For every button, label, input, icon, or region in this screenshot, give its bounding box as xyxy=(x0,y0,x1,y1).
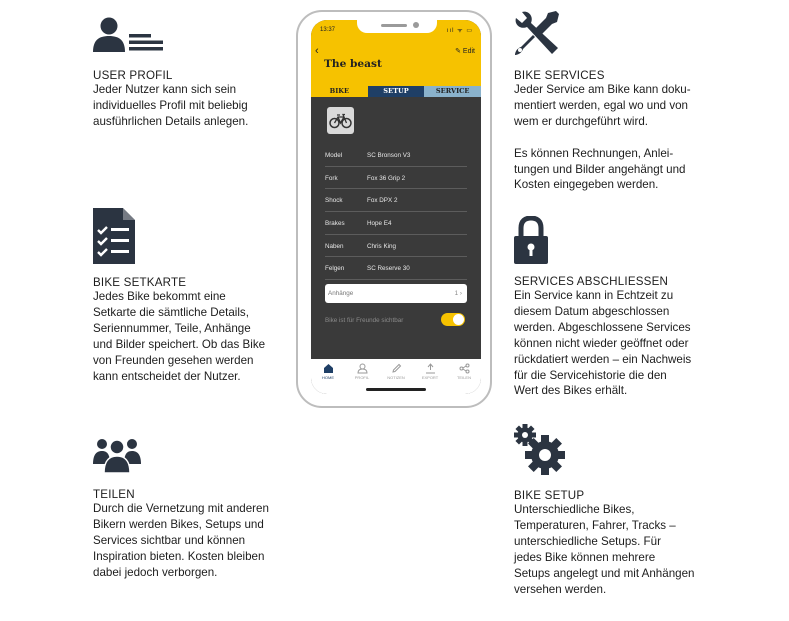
feature-title: BIKE SETKARTE xyxy=(93,276,187,289)
feature-title: USER PROFIL xyxy=(93,69,173,82)
user-list-icon xyxy=(93,14,165,54)
feature-text: Unterschiedliche Bikes, Temperaturen, Fahrer, Tracks – unterschiedliche Setups. Für jedes Bike können mehrere Setups angelegt und mit Anhängen versehen werden. xyxy=(514,503,695,596)
speaker xyxy=(381,24,407,27)
spec-value: Hope E4 xyxy=(367,220,392,228)
feature-text: Jeder Service am Bike kann doku- mentiert werden, egal wo und von wem er durchgeführt wird. Es können Rechnungen, Anlei- tungen und Bilder angehängt und Kosten eingegeben werden. xyxy=(514,83,691,192)
tab-service[interactable]: SERVICE xyxy=(424,86,481,97)
attachments-row[interactable] xyxy=(325,284,467,303)
lock-icon xyxy=(514,216,548,264)
visibility-label: Bike ist für Freunde sichtbar xyxy=(325,317,404,324)
feature-text: Jedes Bike bekommt eine Setkarte die sämtliche Details, Seriennummer, Teile, Anhänge und Bilder speichert. Ob das Bike von Freunden gesehen werden kann entscheidet der Nutzer. xyxy=(93,290,266,383)
setup-panel xyxy=(311,97,481,359)
spec-row xyxy=(325,257,467,280)
spec-value: SC Bronson V3 xyxy=(367,152,411,159)
spec-key: Brakes xyxy=(325,220,345,228)
tools-icon xyxy=(514,10,560,56)
profile-icon xyxy=(357,363,368,374)
spec-key: Felgen xyxy=(325,265,345,273)
share-icon xyxy=(459,363,470,374)
toggle-knob xyxy=(453,314,464,325)
feature-text: Durch die Vernetzung mit anderen Bikern werden Bikes, Setups und Services sichtbar und können Inspiration bieten. Kosten bleiben dabei jedoch verborgen. xyxy=(93,502,269,579)
attachments-label: Anhänge xyxy=(328,290,354,297)
visibility-toggle[interactable] xyxy=(441,313,465,326)
nav-export[interactable] xyxy=(413,363,447,380)
tab-setup[interactable]: SETUP xyxy=(368,86,425,97)
group-icon xyxy=(93,432,141,474)
edit-button[interactable]: ✎ Edit xyxy=(455,48,475,55)
tab-bike[interactable]: BIKE xyxy=(311,86,368,97)
checklist-icon xyxy=(93,208,135,264)
spec-list xyxy=(325,144,467,280)
nav-notizen[interactable] xyxy=(379,363,413,380)
spec-key: Shock xyxy=(325,197,343,205)
feature-title: BIKE SETUP xyxy=(514,489,585,502)
spec-key: Model xyxy=(325,152,343,159)
bike-title: The beast xyxy=(324,58,382,70)
nav-label: NOTIZEN xyxy=(387,375,405,380)
status-time: 13:37 xyxy=(320,27,336,33)
nav-label: EXPORT xyxy=(421,375,439,380)
status-icons: ııl ᯤ ▭ xyxy=(446,28,473,34)
nav-label: PROFIL xyxy=(354,375,370,380)
spec-value: Fox 36 Grip 2 xyxy=(367,174,406,182)
spec-row xyxy=(325,235,467,258)
feature-text: Ein Service kann in Echtzeit zu diesem Datum abgeschlossen werden. Abgeschlossene Services können nicht wieder geöffnet oder rückdatiert werden – ein Nachweis für die Servicehistorie die den Wert des Bikes erhält. xyxy=(514,289,692,398)
export-icon xyxy=(425,363,436,374)
home-indicator xyxy=(366,388,426,391)
nav-label: HOME xyxy=(322,375,334,380)
nav-home[interactable] xyxy=(311,363,345,380)
spec-row xyxy=(325,189,467,212)
spec-value: Chris King xyxy=(367,242,397,250)
spec-row xyxy=(325,167,467,190)
nav-label: TEILEN xyxy=(456,375,471,380)
home-icon xyxy=(323,363,334,374)
gears-icon xyxy=(514,424,566,476)
nav-profil[interactable] xyxy=(345,363,379,380)
pencil-icon xyxy=(391,363,402,374)
phone-notch xyxy=(357,20,437,33)
bike-icon xyxy=(327,107,354,134)
spec-key: Fork xyxy=(325,174,338,182)
spec-row xyxy=(325,212,467,235)
bike-thumbnail[interactable] xyxy=(327,107,354,134)
back-button[interactable]: ‹ xyxy=(315,45,319,57)
spec-row xyxy=(325,144,467,167)
bottom-nav xyxy=(311,359,481,394)
attachments-count: 1 › xyxy=(454,290,462,297)
feature-text: Jeder Nutzer kann sich sein individuelles Profil mit beliebig ausführlichen Details anlegen. xyxy=(93,83,249,128)
feature-title: TEILEN xyxy=(93,488,135,501)
spec-key: Naben xyxy=(325,242,344,250)
phone-screen xyxy=(311,20,481,394)
tab-bar xyxy=(311,86,481,97)
spec-value: SC Reserve 30 xyxy=(367,265,410,273)
feature-title: SERVICES ABSCHLIESSEN xyxy=(514,275,669,288)
feature-title: BIKE SERVICES xyxy=(514,69,605,82)
nav-teilen[interactable] xyxy=(447,363,481,380)
camera xyxy=(413,22,419,28)
spec-value: Fox DPX 2 xyxy=(367,197,398,205)
